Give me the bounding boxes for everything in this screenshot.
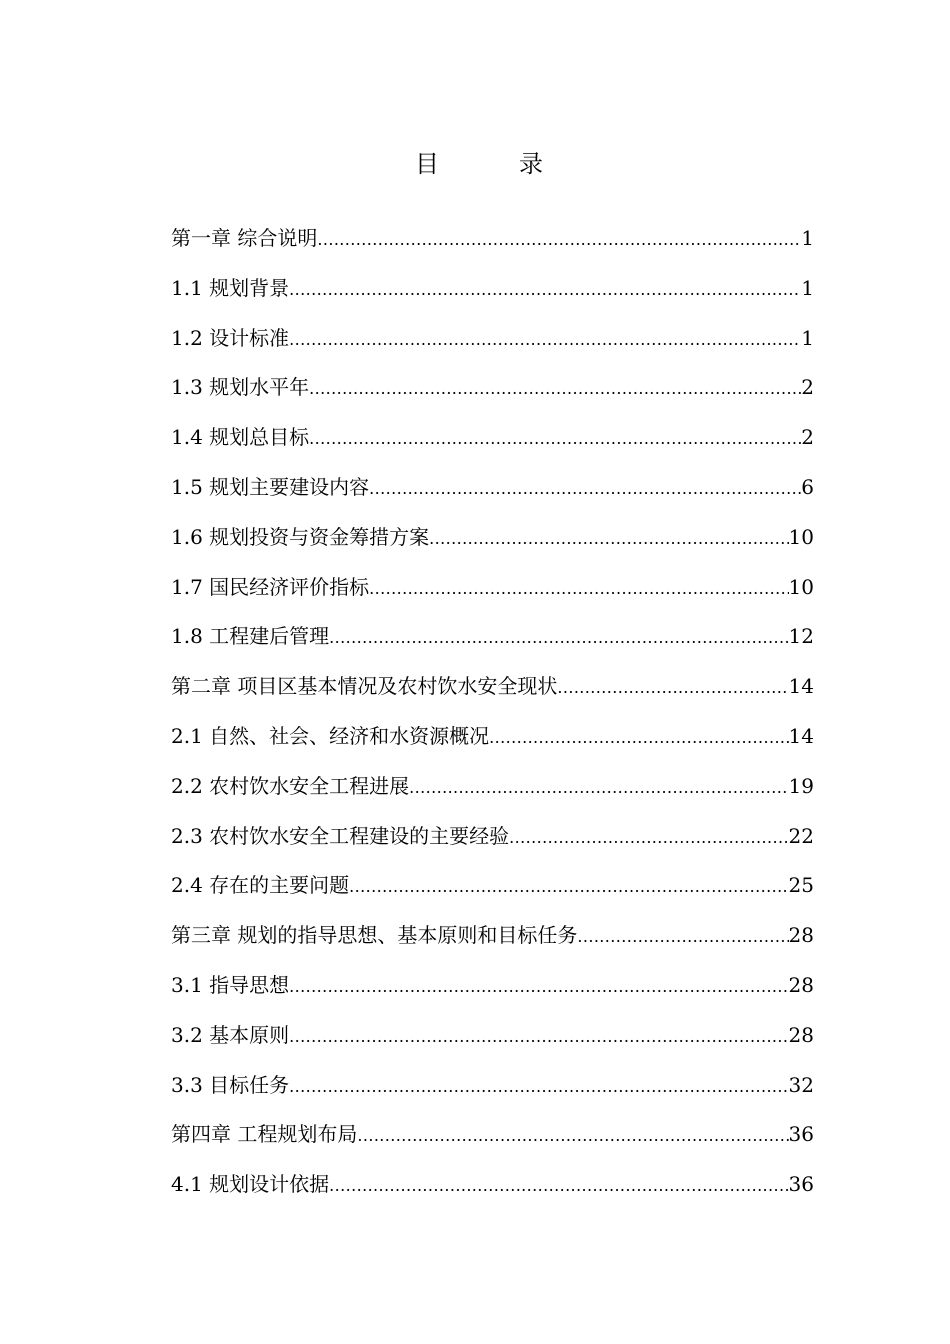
toc-entry[interactable] — [171, 967, 814, 1017]
toc-entry[interactable] — [171, 469, 814, 519]
toc-entry-label: 1.5 规划主要建设内容 — [171, 474, 370, 499]
toc-entry[interactable] — [171, 718, 814, 768]
toc-entry-page-number: 36 — [788, 1172, 814, 1197]
toc-title: 目 录 — [415, 150, 571, 178]
dot-leader — [557, 670, 788, 706]
toc-entry-label: 1.8 工程建后管理 — [171, 624, 330, 649]
toc-entry-label: 1.3 规划水平年 — [171, 375, 310, 400]
toc-entry-page-number: 2 — [801, 425, 814, 450]
dot-leader — [349, 869, 788, 905]
dot-leader — [289, 969, 788, 1005]
dot-leader — [577, 919, 788, 955]
toc-entry-page-number: 10 — [788, 574, 814, 599]
dot-leader — [369, 471, 801, 507]
toc-entry-label: 3.2 基本原则 — [171, 1022, 290, 1047]
toc-entry-page-number: 36 — [788, 1122, 814, 1147]
toc-entry-page-number: 10 — [788, 524, 814, 549]
toc-entry-page-number: 32 — [788, 1072, 814, 1097]
toc-entry[interactable] — [171, 320, 814, 370]
dot-leader — [509, 820, 788, 856]
dot-leader — [289, 1019, 788, 1055]
dot-leader — [309, 421, 801, 457]
toc-entry-label: 1.6 规划投资与资金筹措方案 — [171, 524, 430, 549]
toc-entry[interactable] — [171, 1166, 814, 1216]
toc-entry[interactable] — [171, 618, 814, 668]
toc-entry[interactable] — [171, 867, 814, 917]
toc-entry[interactable] — [171, 220, 814, 270]
toc-entry-page-number: 1 — [801, 226, 814, 250]
toc-entry-label: 第三章 规划的指导思想、基本原则和目标任务 — [171, 923, 578, 948]
toc-entry-page-number: 2 — [801, 375, 814, 400]
toc-entry-label: 2.4 存在的主要问题 — [171, 873, 350, 898]
toc-entry-page-number: 1 — [801, 325, 814, 350]
toc-entry[interactable] — [171, 569, 814, 619]
toc-entry-label: 1.1 规划背景 — [171, 275, 290, 300]
dot-leader — [357, 1118, 788, 1154]
toc-entry-label: 4.1 规划设计依据 — [171, 1172, 330, 1197]
toc-entry-page-number: 14 — [788, 674, 814, 699]
toc-entry[interactable] — [171, 1116, 814, 1166]
toc-entry-label: 第一章 综合说明 — [171, 226, 318, 250]
toc-entry-page-number: 28 — [788, 972, 814, 997]
toc-entry-page-number: 12 — [788, 624, 814, 649]
toc-entry-label: 1.2 设计标准 — [171, 325, 290, 350]
dot-leader — [329, 1168, 788, 1204]
dot-leader — [329, 620, 788, 656]
toc-entry-label: 2.3 农村饮水安全工程建设的主要经验 — [171, 823, 510, 848]
dot-leader — [429, 521, 788, 557]
toc-entry[interactable] — [171, 818, 814, 868]
toc-entry-label: 第二章 项目区基本情况及农村饮水安全现状 — [171, 674, 558, 699]
toc-entry[interactable] — [171, 1017, 814, 1067]
toc-entry-page-number: 1 — [801, 275, 814, 300]
toc-entry-page-number: 28 — [788, 923, 814, 948]
toc-entry-label: 第四章 工程规划布局 — [171, 1122, 358, 1147]
toc-entry[interactable] — [171, 917, 814, 967]
toc-entry-label: 3.3 目标任务 — [171, 1072, 290, 1097]
toc-entry-page-number: 6 — [801, 474, 814, 499]
toc-entry-label: 2.1 自然、社会、经济和水资源概况 — [171, 723, 490, 748]
toc-entry-label: 2.2 农村饮水安全工程进展 — [171, 773, 410, 798]
dot-leader — [489, 720, 788, 756]
toc-entry-page-number: 14 — [788, 723, 814, 748]
toc-entry[interactable] — [171, 419, 814, 469]
toc-entry-page-number: 25 — [788, 873, 814, 898]
toc-entry[interactable] — [171, 270, 814, 320]
toc-entry[interactable] — [171, 519, 814, 569]
toc-list — [171, 220, 814, 1216]
toc-entry-label: 1.4 规划总目标 — [171, 425, 310, 450]
dot-leader — [289, 272, 801, 308]
toc-entry[interactable] — [171, 1067, 814, 1117]
toc-entry[interactable] — [171, 369, 814, 419]
dot-leader — [289, 1069, 788, 1105]
toc-entry-page-number: 28 — [788, 1022, 814, 1047]
dot-leader — [317, 222, 801, 258]
toc-entry[interactable] — [171, 768, 814, 818]
dot-leader — [289, 322, 801, 358]
toc-entry[interactable] — [171, 668, 814, 718]
dot-leader — [369, 571, 788, 607]
toc-entry-page-number: 19 — [788, 773, 814, 798]
toc-entry-page-number: 22 — [788, 823, 814, 848]
toc-entry-label: 1.7 国民经济评价指标 — [171, 574, 370, 599]
toc-entry-label: 3.1 指导思想 — [171, 972, 290, 997]
dot-leader — [309, 371, 801, 407]
dot-leader — [409, 770, 788, 806]
